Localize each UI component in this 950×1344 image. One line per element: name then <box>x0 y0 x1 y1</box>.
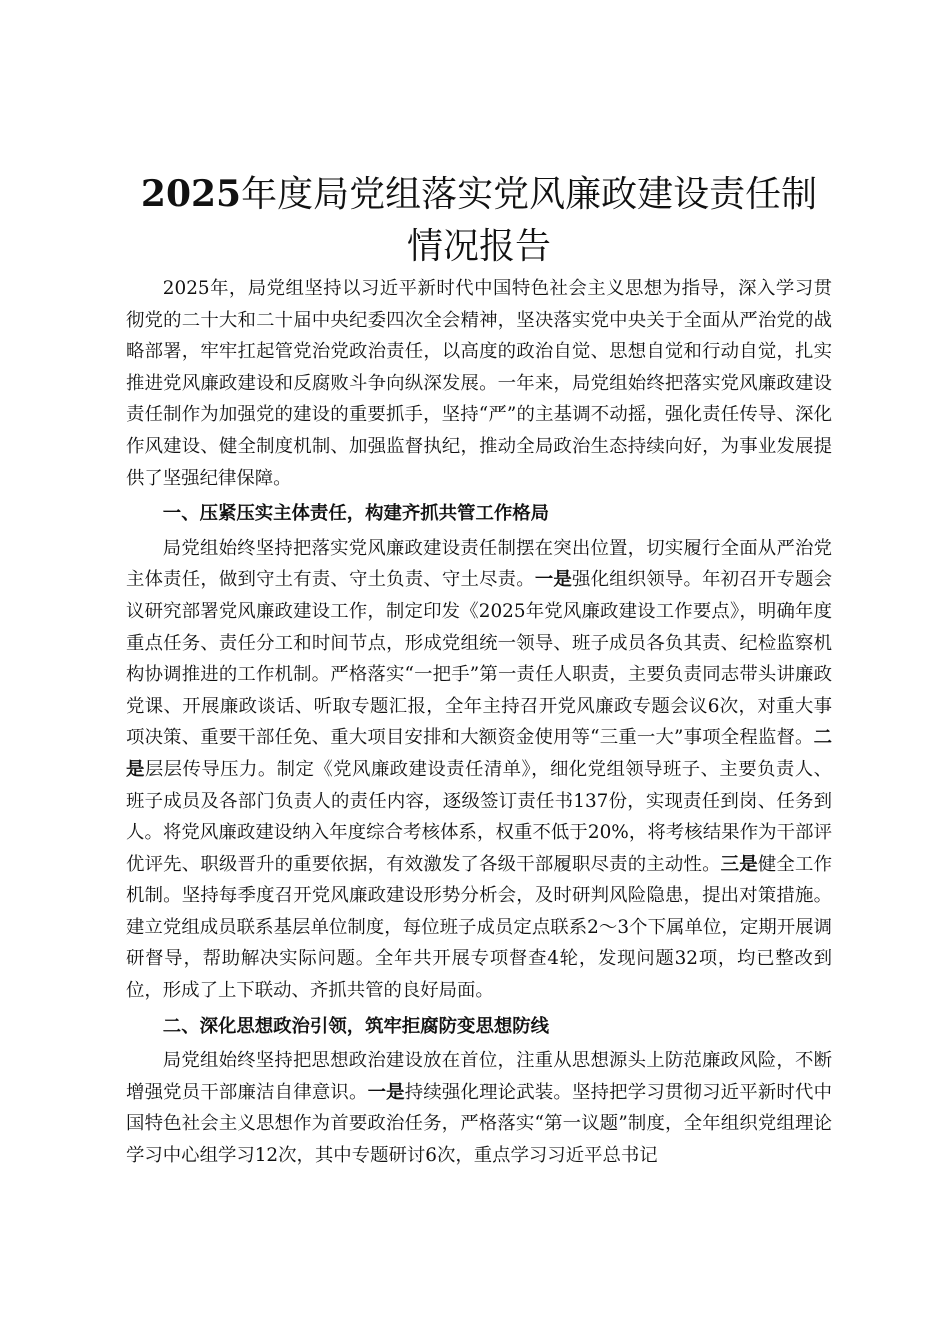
document-title <box>126 168 832 273</box>
section-1-lead-3: 三是 <box>720 853 758 875</box>
section-1-heading: 一、压紧压实主体责任，构建齐抓共管工作格局 <box>162 503 550 525</box>
section-1-paragraph <box>126 533 832 1007</box>
section-2-text-a: 局党组始终坚持把思想政治建设放在首位，注重从思想源头上防范廉政风险，不断增强党员干部廉洁自律意识。 <box>126 1050 832 1103</box>
section-2-text-b: 持续强化理论武装。坚持把学习贯彻习近平新时代中国特色社会主义思想作为首要政治任务，严格落实“第一议题”制度，全年组织党组理论学习中心组学习12次，其中专题研讨6次，重点学习习近平总书记 <box>126 1081 832 1167</box>
section-1-text-b: 强化组织领导。年初召开专题会议研究部署党风廉政建设工作，制定印发《2025年党风廉政建设工作要点》，明确年度重点任务、责任分工和时间节点，形成党组统一领导、班子成员各负其责、纪检监察机构协调推进的工作机制。严格落实“一把手”第一责任人职责，主要负责同志带头讲廉政党课、开展廉政谈话、听取专题汇报，全年主持召开党风廉政专题会议6次，对重大事项决策、重要干部任免、重大项目安排和大额资金使用等“三重一大”事项全程监督。 <box>126 569 832 749</box>
document-page <box>126 168 832 1172</box>
section-2-heading: 二、深化思想政治引领，筑牢拒腐防变思想防线 <box>162 1015 550 1037</box>
title-year: 2025 <box>140 173 242 215</box>
section-1-text-d: 健全工作机制。坚持每季度召开党风廉政建设形势分析会，及时研判风险隐患，提出对策措施。建立党组成员联系基层单位制度，每位班子成员定点联系2～3个下属单位，定期开展调研督导，帮助解决实际问题。全年共开展专项督查4轮，发现问题32项，均已整改到位，形成了上下联动、齐抓共管的良好局面。 <box>126 853 832 1002</box>
section-1-lead-2: 二是 <box>126 727 832 780</box>
section-1-lead-1: 一是 <box>534 569 572 591</box>
section-2-lead-1: 一是 <box>367 1081 405 1103</box>
section-1-text-c: 层层传导压力。制定《党风廉政建设责任清单》，细化党组领导班子、主要负责人、班子成员及各部门负责人的责任内容，逐级签订责任书137份，实现责任到岗、任务到人。将党风廉政建设纳入年度综合考核体系，权重不低于20%，将考核结果作为干部评优评先、职级晋升的重要依据，有效激发了各级干部履职尽责的主动性。 <box>126 758 832 875</box>
section-2-paragraph <box>126 1045 832 1171</box>
title-text: 年度局党组落实党风廉政建设责任制情况报告 <box>241 174 818 267</box>
section-1-text-a: 局党组始终坚持把落实党风廉政建设责任制摆在突出位置，切实履行全面从严治党主体责任，做到守土有责、守土负责、守土尽责。 <box>126 537 832 591</box>
intro-paragraph: 2025年，局党组坚持以习近平新时代中国特色社会主义思想为指导，深入学习贯彻党的二十大和二十届中央纪委四次全会精神，坚决落实党中央关于全面从严治党的战略部署，牢牢扛起管党治党政治责任，以高度的政治自觉、思想自觉和行动自觉，扎实推进党风廉政建设和反腐败斗争向纵深发展。一年来，局党组始终把落实党风廉政建设责任制作为加强党的建设的重要抓手，坚持“严”的主基调不动摇，强化责任传导、深化作风建设、健全制度机制、加强监督执纪，推动全局政治生态持续向好，为事业发展提供了坚强纪律保障。 <box>126 278 832 489</box>
